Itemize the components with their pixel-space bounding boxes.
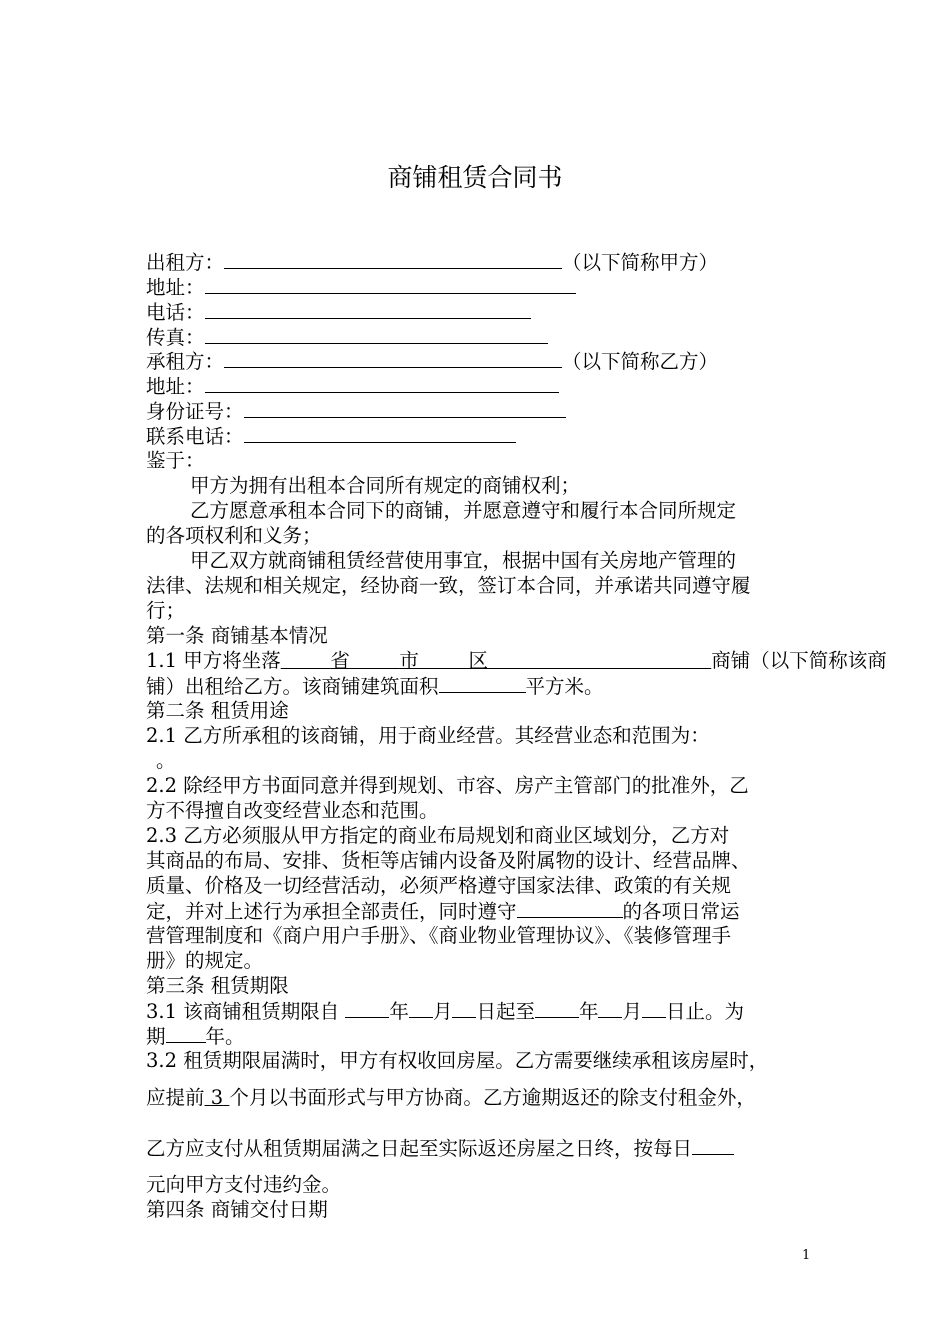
lessor-line: 出租方： （以下简称甲方） (146, 251, 719, 274)
clause-3-1: 3.1 该商铺租赁期限自 年 月 日起至 年 月 日止。为 (146, 1000, 745, 1023)
clause-2-3-line-5: 营管理制度和《商户用户手册》、《商业物业管理协议》、《装修管理手 (146, 924, 732, 947)
article-1-heading: 第一条 商铺基本情况 (146, 624, 328, 647)
clause-3-1-cont: 期 年。 (146, 1025, 245, 1048)
lessee-address-line: 地址： (146, 374, 559, 399)
clause-2-3-line-4: 定，并对上述行为承担全部责任，同时遵守 的各项日常运 (146, 900, 740, 923)
lessor-fax-line: 传真： (146, 325, 548, 350)
lessor-address-line: 地址： (146, 275, 576, 300)
whereas-paragraph-3: 甲乙双方就商铺租赁经营使用事宜，根据中国有关房地产管理的 (190, 549, 737, 572)
clause-2-2: 2.2 除经甲方书面同意并得到规划、市容、房产主管部门的批准外，乙 (146, 774, 749, 797)
article-2-heading: 第二条 租赁用途 (146, 699, 289, 722)
lessee-id-line: 身份证号： (146, 399, 566, 424)
operator-blank (517, 899, 623, 918)
whereas-label: 鉴于： (146, 449, 205, 472)
whereas-paragraph-2-cont: 的各项权利和义务； (146, 524, 322, 547)
article-4-heading: 第四条 商铺交付日期 (146, 1198, 328, 1221)
lessee-contact-line: 联系电话： (146, 424, 516, 449)
lessee-id-blank (244, 399, 566, 418)
area-blank (439, 674, 526, 693)
whereas-paragraph-3-cont: 法律、法规和相关规定，经协商一致，签订本合同，并承诺共同遵守履 (146, 574, 751, 597)
clause-2-3-line-3: 质量、价格及一切经营活动，必须严格遵守国家法律、政策的有关规 (146, 874, 732, 897)
lessor-phone-line: 电话： (146, 300, 531, 325)
clause-3-2-line-3: 乙方应支付从租赁期届满之日起至实际返还房屋之日终，按每日 (146, 1136, 734, 1161)
clause-3-2: 3.2 租赁期限届满时，甲方有权收回房屋。乙方需要继续承租该房屋时， (146, 1049, 769, 1072)
article-3-heading: 第三条 租赁期限 (146, 974, 289, 997)
clause-2-2-cont: 方不得擅自改变经营业态和范围。 (146, 799, 439, 822)
clause-2-3: 2.3 乙方必须服从甲方指定的商业布局规划和商业区域划分，乙方对 (146, 824, 730, 847)
clause-2-3-line-2: 其商品的布局、安排、货柜等店铺内设备及附属物的设计、经营品牌、 (146, 849, 751, 872)
whereas-paragraph-3-end: 行； (146, 599, 186, 622)
clause-2-3-line-6: 册》的规定。 (146, 949, 264, 972)
lessee-blank (224, 349, 562, 368)
clause-2-1: 2.1 乙方所承租的该商铺，用于商业经营。其经营业态和范围为： (146, 724, 710, 747)
lessor-address-blank (205, 275, 576, 294)
lessor-phone-blank (205, 300, 531, 319)
clause-3-2-line-4: 元向甲方支付违约金。 (146, 1173, 342, 1196)
document-title: 商铺租赁合同书 (387, 163, 563, 192)
lessor-blank (224, 250, 562, 269)
page-number: 1 (802, 1248, 811, 1263)
clause-1-1-cont: 铺）出租给乙方。该商铺建筑面积 平方米。 (146, 675, 604, 698)
lessee-address-blank (205, 374, 559, 393)
clause-3-2-line-2: 应提前 3 个月以书面形式与甲方协商。乙方逾期返还的除支付租金外， (146, 1086, 756, 1109)
whereas-paragraph-2: 乙方愿意承租本合同下的商铺，并愿意遵守和履行本合同所规定 (190, 499, 737, 522)
lessee-line: 承租方： （以下简称乙方） (146, 350, 719, 373)
clause-1-1: 1.1 甲方将坐落 省 市 区 商铺（以下简称该商 (146, 649, 887, 672)
whereas-paragraph-1: 甲方为拥有出租本合同所有规定的商铺权利； (190, 474, 581, 497)
lessee-contact-blank (244, 424, 516, 443)
lessor-fax-blank (205, 325, 548, 344)
clause-2-1-cont: 。 (156, 749, 176, 772)
